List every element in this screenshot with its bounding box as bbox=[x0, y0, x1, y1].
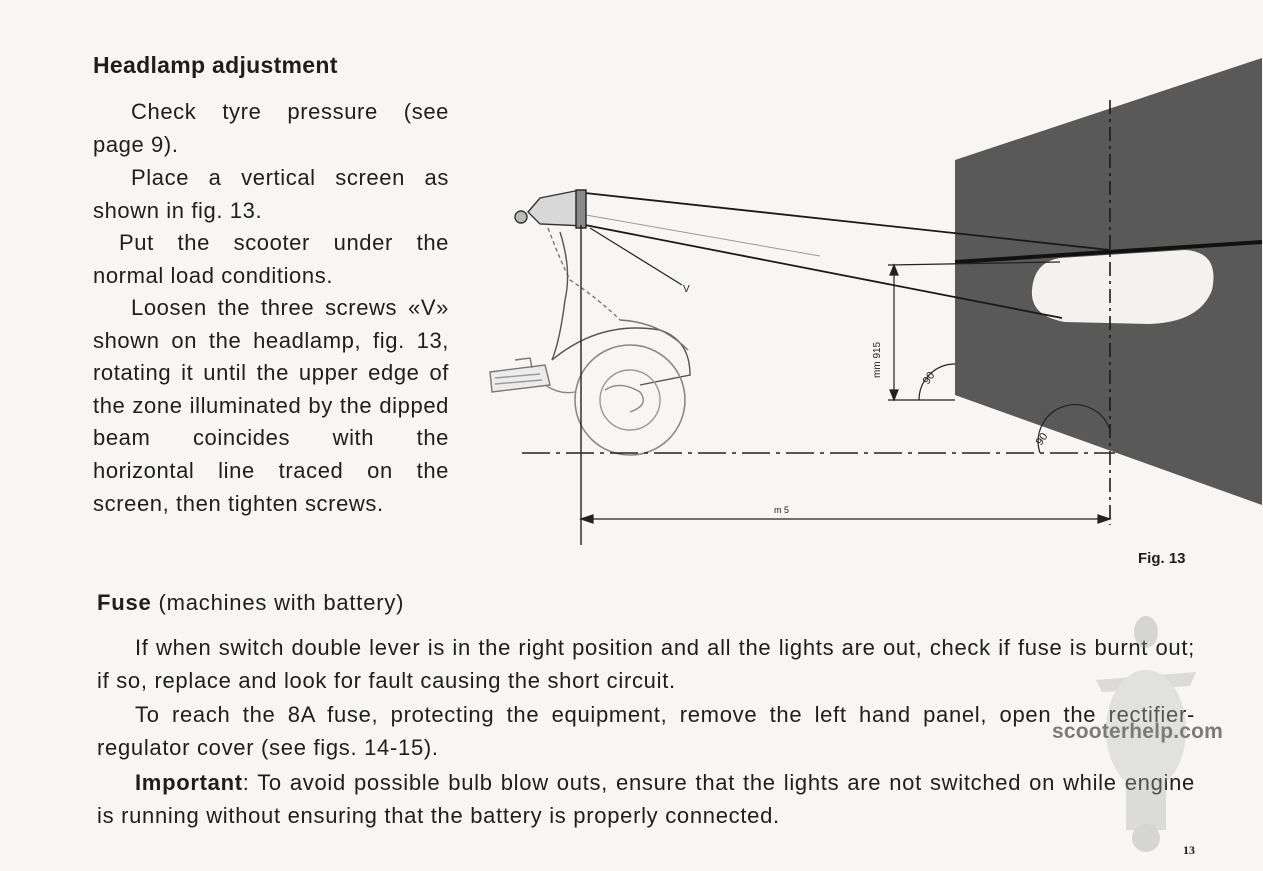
screw-pointer-line bbox=[590, 228, 682, 285]
distance-dim-label: m 5 bbox=[774, 505, 790, 515]
headlamp-paragraph-2: Place a vertical screen as shown in fig. 13. bbox=[93, 165, 449, 223]
illuminated-zone bbox=[1032, 250, 1214, 324]
fuse-paragraph-1: If when switch double lever is in the right position and all the lights are out, check if fuse is burnt out; if so, replace and look for fault causing the short circuit. bbox=[97, 635, 1195, 693]
height-dim-label: mm 915 bbox=[872, 341, 883, 378]
distance-dimension bbox=[581, 515, 1110, 523]
screw-label: V bbox=[683, 284, 690, 295]
figure-label: Fig. 13 bbox=[1138, 550, 1186, 567]
watermark-text: scooterhelp.com bbox=[1052, 720, 1224, 743]
fuse-paragraph-3: Important: To avoid possible bulb blow outs, ensure that the lights are not switched on while engine is running without ensuring that the battery is properly connected. bbox=[97, 770, 1195, 828]
headlamp-paragraph-4: Loosen the three screws «V» shown on the headlamp, fig. 13, rotating it until the upper edge of the zone illuminated by the dipped beam coincides with the horizontal line traced on the screen, then tighten screws. bbox=[93, 295, 449, 516]
beam-middle-line bbox=[586, 215, 820, 256]
headlamp-heading: Headlamp adjustment bbox=[93, 52, 338, 78]
page-number: 13 bbox=[1183, 843, 1195, 857]
headlamp-paragraph-3: Put the scooter under the normal load conditions. bbox=[93, 230, 449, 288]
fuse-heading: Fuse (machines with battery) bbox=[97, 590, 405, 615]
screen-angle-label: 90 bbox=[920, 369, 938, 387]
headlamp-paragraph-1: Check tyre pressure (see page 9). bbox=[93, 99, 449, 157]
floor-angle-label: 90 bbox=[1033, 430, 1051, 448]
scooter-sketch bbox=[490, 190, 690, 455]
fuse-paragraph-2: To reach the 8A fuse, protecting the equipment, remove the left hand panel, open the rectifier-regulator cover (see figs. 14-15). bbox=[97, 702, 1195, 760]
